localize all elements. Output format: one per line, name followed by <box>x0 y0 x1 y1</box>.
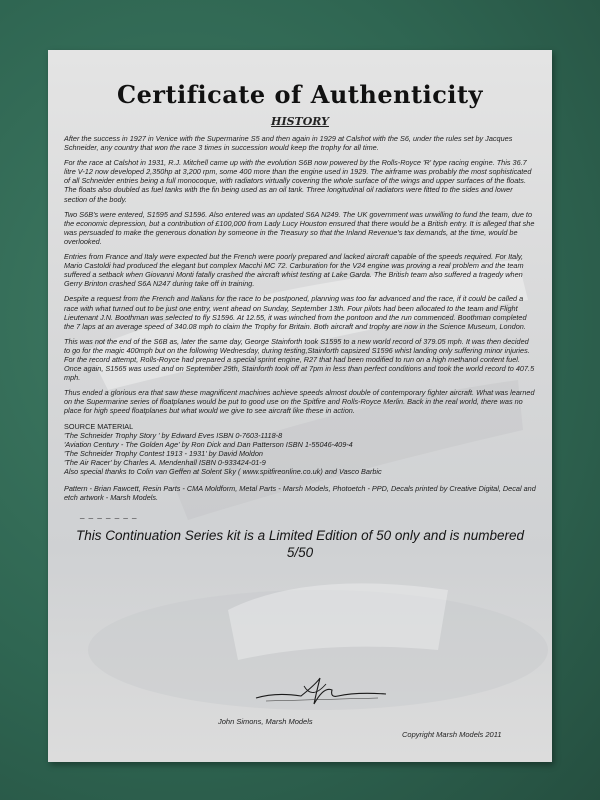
certificate-content <box>64 80 536 561</box>
kit-credits: Pattern - Brian Fawcett, Resin Parts - CMA Moldform, Metal Parts - Marsh Models, Photoetch - PPD, Decals printed by Creative Digital, Decal and etch artwork - Marsh Models. <box>64 484 536 503</box>
history-heading: HISTORY <box>271 115 329 128</box>
history-paragraph: Two S6B's were entered, S1595 and S1596. Also entered was an updated S6A N249. The UK government was unwilling to fund the team, due to the economic depression, but a contribution of £100,000 from Lady Lucy Houston ensured that there would be a British entry. It is alleged that she was persuaded to make the generous donation by someone in the Treasury so that the Inland Revenue's tax demands, at the time, would be overlooked. <box>64 209 535 246</box>
history-paragraph: For the race at Calshot in 1931, R.J. Mitchell came up with the evolution S6B now powered by the Rolls-Royce 'R' type racing engine. This 36.7 litre V-12 now developed 2,350hp at 3,200 rpm, some 400 more than the engine used in 1929. The airframe was probably the most sophisticated of all Schneider entries being a full monocoque, with radiators virtually covering the whole surface of the wings and upper surfaces of the floats. The floats also doubled as fuel tanks with the fin being used as an oil tank. Three longitudinal oil radiators were fitted to the sides and lower section of the body. <box>64 158 532 204</box>
source-line: Also special thanks to Colin van Geffen at Solent Sky ( www.spitfireonline.co.uk) and Vasco Barbic <box>64 467 382 476</box>
history-paragraph: This was not the end of the S6B as, later the same day, George Stainforth took S1595 to a new world record of 379.05 mph. It was then decided to go for the magic 400mph but on the following Wednesday, during testing,Stainforth capsized S1596 whist landing only suffering minor injuries. For the record attempt, Rolls-Royce had prepared a special sprint engine, R27 that had been modified to run on a high methanol content fuel. Once again, S1565 was used and on September 29th, Stainforth took off at 7pm in less than perfect conditions and took the world record to 407.5 mph. <box>64 336 535 383</box>
source-line: 'The Air Racer' by Charles A. Mendenhall ISBN 0-933424-01-9 <box>64 457 266 467</box>
certificate-sheet <box>48 50 552 762</box>
separator-dashes: _ _ _ _ _ _ _ <box>80 510 138 520</box>
source-line: 'The Schneider Trophy Contest 1913 - 1931' by David Moldon <box>64 448 263 458</box>
source-line: 'The Schneider Trophy Story ' by Edward Eves ISBN 0-7603-1118-8 <box>64 430 283 440</box>
signer-name: John Simons, Marsh Models <box>218 717 313 726</box>
certificate-title: Certificate of Authenticity <box>116 80 483 109</box>
handwritten-signature <box>246 674 396 708</box>
limited-edition-statement: This Continuation Series kit is a Limited Edition of 50 only and is numbered 5/50 <box>76 528 524 561</box>
history-paragraph: Thus ended a glorious era that saw these magnificent machines achieve speeds almost double of contemporary fighter aircraft. What was learned on the Supermarine series of floatplanes would be put to good use on the Spitfire and Rolls-Royce Merlin. Back in the real world, there was no place for high speed floatplanes but what would we give to see aircraft like these in action. <box>64 388 535 416</box>
source-material <box>64 422 536 477</box>
source-line: 'Aviation Century - The Golden Age' by Ron Dick and Dan Patterson ISBN 1-55046-409-4 <box>64 439 353 449</box>
history-paragraph: Despite a request from the French and Italians for the race to be postponed, planning was too far advanced and the race, if it could be called a race with what turned out to be just one entry, went ahead on Sunday, September 13th. Four pilots had been allocated to the team and Flight Lieutenant J.N. Boothman was selected to fly S1596. At 12.55, it was winched from the pontoon and the run commenced. Boothman completed the 7 laps at an average speed of 340.08 mph to claim the Trophy for Britain. Both aircraft and trophy are now in the Science Museum, London. <box>64 294 527 331</box>
source-heading: SOURCE MATERIAL <box>64 421 134 431</box>
history-paragraph: After the success in 1927 in Venice with the Supermarine S5 and then again in 1929 at Calshot with the S6, under the rules set by Jacques Schneider, any country that won the race 3 times in succession would keep the trophy for all time. <box>64 134 513 153</box>
copyright-notice: Copyright Marsh Models 2011 <box>402 730 502 739</box>
history-paragraph: Entries from France and Italy were expected but the French were poorly prepared and lacked aircraft capable of the speeds required. For Italy, Mario Castoldi had produced the elegant but complex Macchi MC 72. Carburation for the V24 engine was proving a real problem and the team suffered a setback when Giovanni Monti fatally crashed the aircraft whist testing at Lake Garda. The British team also suffered a tragedy when Gerry Brinton crashed S6A N247 during take off in training. <box>64 252 524 289</box>
